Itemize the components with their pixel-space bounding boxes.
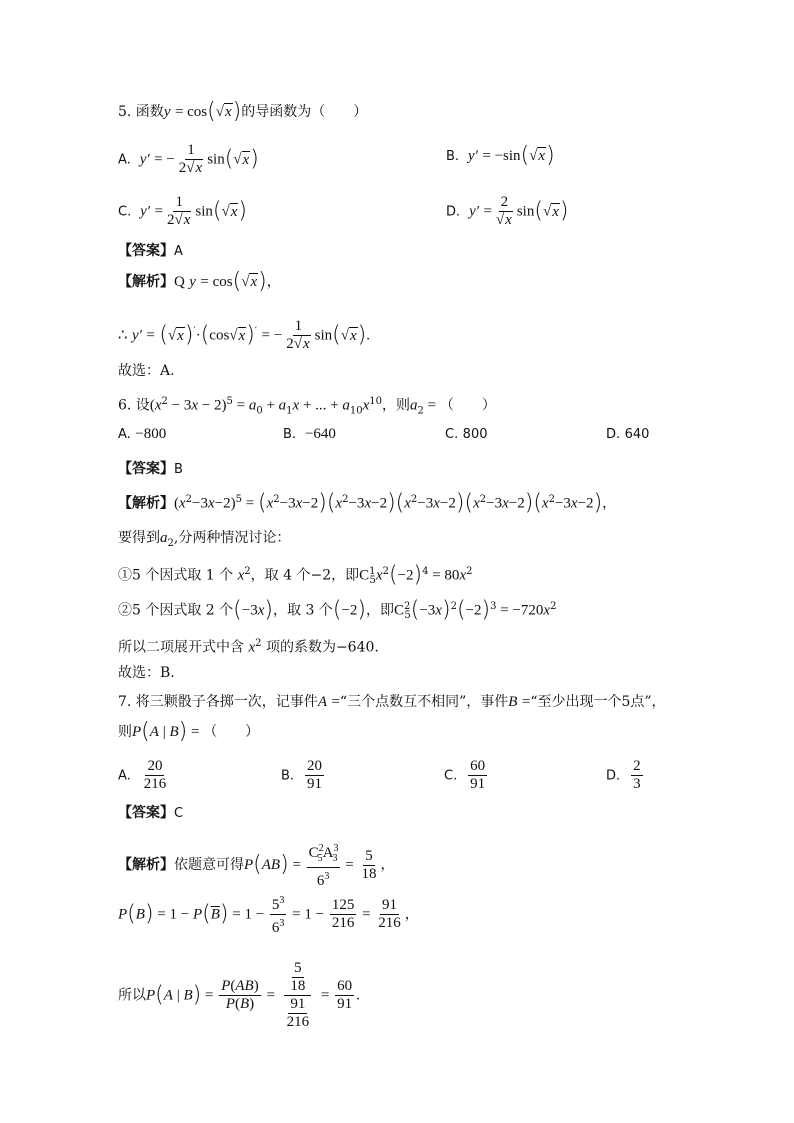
q6-line1-text2: ,分两种情况讨论：	[173, 530, 291, 546]
q7-event-b: “至少出现一个5点”，	[530, 694, 666, 710]
q7-analysis-label: 【解析】	[118, 857, 174, 873]
q5-stem: 5. 函数y = cos(√x)的导函数为（ ）	[118, 99, 368, 124]
q6-option-b	[283, 424, 336, 445]
q6-answer-label: 【答案】	[118, 461, 174, 477]
q6-case1-text-b: ，取 4 个−2，即	[250, 567, 360, 584]
q7-final-prefix: 所以	[118, 987, 146, 1004]
q7-analysis: 【解析】依题意可得P(AB) = $\frac{C^2_5A^3_3}{6^3}$ = $\frac{5}{18}$ ，	[118, 840, 394, 890]
q6-stem-prefix: 6. 设	[118, 397, 150, 414]
q5-option-d: D. y′ = $\frac{2}{√x}$ sin(√x)	[446, 194, 569, 228]
q5-analysis: 【解析】Q y = cos(√x)，	[118, 269, 281, 294]
q6-stem-suffix: ，则	[382, 397, 411, 414]
q5-conclusion: 故选：A.	[118, 363, 175, 379]
q7-answer-value: C	[174, 806, 184, 821]
q7-option-c-label: C.	[444, 768, 458, 784]
q6-case1-text: ①5 个因式取 1 个	[118, 567, 234, 584]
q7-option-c	[444, 758, 489, 793]
q7-option-b-num: 20	[306, 758, 322, 774]
q5-stem-suffix: 的导函数为（ ）	[241, 104, 368, 120]
q7-option-b-den: 91	[306, 776, 322, 792]
q6-analysis: 【解析】$(x^2-3x-2)^5 = (x^2-3x-2)(x^2-3x-2)(x^2-3x-2)(x^2-3x-2)(x^2-3x-2)$，	[118, 490, 617, 516]
q6-summary: 所以二项展开式中含 $x^2$ 项的系数为−640.	[118, 638, 379, 656]
q5-analysis-prefix: Q	[174, 274, 185, 290]
q6-line1: 要得到$a_2$,分两种情况讨论：	[118, 530, 291, 549]
q6-case2: ②5 个因式取 2 个(−3x)，取 3 个(−2)，即$C^2_5(-3x)^2(-2)^3 = -720x^2$	[118, 597, 557, 623]
q6-option-d-label: D.	[606, 427, 621, 442]
q5-option-c-label: C.	[118, 204, 132, 220]
q7-option-d-den: 3	[633, 776, 641, 792]
q7-option-d-num: 2	[633, 758, 641, 774]
q6-answer	[118, 459, 183, 480]
q7-option-a-label: A.	[118, 768, 131, 784]
q5-option-a: A. y′ = − $\frac{1}{2√x}$ sin(√x)	[118, 142, 259, 176]
q7-stem: 7. 将三颗骰子各掷一次，记事件A =“三个点数互不相同”，事件B =“至少出现一个5点”，	[118, 694, 666, 710]
q6-answer-value: B	[174, 462, 183, 477]
q6-conclusion: 故选：B.	[118, 665, 175, 681]
q7-option-a-num: 20	[147, 758, 163, 774]
q6-stem: 6. 设$(x^2 - 3x - 2)^5 = a_0 + a_1x$ + ... + $a_{10}x^{10}$，则$a_2$ = （ ）	[118, 396, 496, 417]
q6-summary-a: 所以二项展开式中含	[118, 639, 244, 656]
q6-option-d-value: 640	[624, 427, 650, 442]
q7-final: 所以P(A | B) = $\frac{P(AB)}{P(B)}$ = $\frac{\frac{5}{18}}{\frac{91}{216}}$ = $\frac{60}{91}$ .	[118, 960, 360, 1030]
q7-option-d	[606, 758, 645, 793]
q6-option-c	[445, 424, 488, 445]
q7-answer-label: 【答案】	[118, 805, 174, 821]
q5-analysis-label: 【解析】	[118, 274, 174, 290]
q5-stem-prefix: 5. 函数	[118, 104, 164, 120]
q6-analysis-label: 【解析】	[118, 495, 174, 512]
q6-stem-end: （ ）	[439, 397, 496, 414]
q5-answer-value: A	[174, 244, 183, 259]
q6-option-a-label: A.	[118, 427, 131, 442]
q6-case2-text: ②5 个因式取 2 个	[118, 602, 234, 619]
q7-answer	[118, 803, 183, 824]
q7-event-a: “三个点数互不相同”，事件	[339, 694, 509, 710]
q7-pb: $P(B) = 1 - P(\overline{B}) = 1$ − $\frac{5^3}{6^3}$ = 1 − $\frac{125}{216}$ = $\frac{91}{216}$ ，	[118, 892, 419, 937]
q5-answer-label: 【答案】	[118, 243, 174, 259]
q6-option-c-value: 800	[462, 427, 488, 442]
q6-line1-text: 要得到	[118, 530, 160, 546]
q5-option-b-label: B.	[446, 149, 460, 164]
q7-option-c-den: 91	[470, 776, 486, 792]
q7-stem-line2: 则P(A | B) = （ ）	[118, 719, 260, 744]
q5-answer	[118, 241, 183, 262]
q7-option-a	[118, 758, 170, 793]
q6-option-b-label: B.	[283, 427, 297, 442]
q6-summary-b: 项的系数为−640.	[265, 639, 379, 656]
q6-case2-text-c: ，即	[365, 602, 394, 619]
q6-case2-text-b: ，取 3 个	[273, 602, 333, 619]
q5-option-b: B. y′ = −sin(√x)	[446, 143, 555, 168]
q5-option-c: C. y′ = $\frac{1}{2√x}$ sin(√x)	[118, 194, 248, 228]
q7-stem-text: 7. 将三颗骰子各掷一次，记事件	[118, 694, 318, 710]
q6-option-c-label: C.	[445, 427, 459, 442]
q7-option-d-label: D.	[606, 768, 621, 784]
q7-option-c-num: 60	[470, 758, 486, 774]
q7-line2-end: （ ）	[203, 724, 260, 740]
q5-derivation: ∴ y′ = (√x)′·(cos√x)′ = − $\frac{1}{2√x}$ sin(√x).	[118, 318, 370, 352]
q7-option-b-label: B.	[281, 768, 295, 784]
q5-option-d-label: D.	[446, 204, 461, 220]
q6-option-b-value: −640	[304, 426, 336, 442]
q7-line2-text: 则	[118, 724, 132, 740]
q6-option-d	[606, 424, 649, 445]
q6-option-a	[118, 424, 166, 445]
q7-option-b	[281, 758, 326, 793]
q7-analysis-text: 依题意可得	[174, 857, 244, 873]
q7-option-a-den: 216	[143, 776, 167, 792]
q6-option-a-value: −800	[135, 426, 167, 442]
q5-option-a-label: A.	[118, 152, 131, 168]
q6-case1: ①5 个因式取 1 个 $x^2$，取 4 个−2，即$C^1_5x^2(-2)^4 = 80x^2$	[118, 562, 473, 588]
